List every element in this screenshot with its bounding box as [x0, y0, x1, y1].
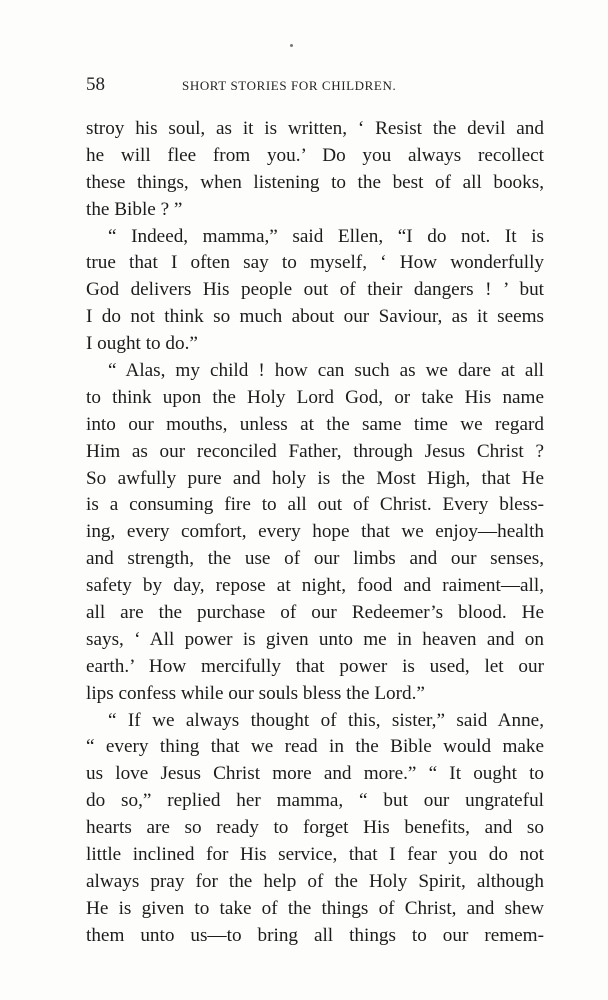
text-line: “ If we always thought of this, sister,” said Anne, — [108, 709, 544, 731]
page-number: 58 — [86, 74, 105, 95]
text-line: lips confess while our souls bless the Lord.” — [86, 682, 425, 704]
text-line: us love Jesus Christ more and more.” “ It ought to — [86, 763, 544, 785]
text-line: the Bible ? ” — [86, 198, 183, 220]
text-line: earth.’ How mercifully that power is used, let our — [86, 655, 544, 677]
text-line: ing, every comfort, every hope that we enjoy—health — [86, 521, 544, 543]
text-line: them unto us—to bring all things to our remem- — [86, 924, 544, 946]
page-header — [86, 74, 542, 98]
text-line: Him as our reconciled Father, through Jesus Christ ? — [86, 440, 544, 462]
text-line: is a consuming fire to all out of Christ. Every bless- — [86, 494, 544, 516]
text-line: all are the purchase of our Redeemer’s blood. He — [86, 602, 544, 624]
text-line: hearts are so ready to forget His benefits, and so — [86, 817, 544, 839]
text-line: I ought to do.” — [86, 333, 198, 355]
text-line: he will flee from you.’ Do you always recollect — [86, 144, 544, 166]
text-line: “ every thing that we read in the Bible would make — [86, 736, 544, 758]
text-line: safety by day, repose at night, food and raiment—all, — [86, 575, 544, 597]
text-line: to think upon the Holy Lord God, or take His name — [86, 386, 544, 408]
text-line: into our mouths, unless at the same time we regard — [86, 413, 544, 435]
text-line: true that I often say to myself, ‘ How wonderfully — [86, 252, 544, 274]
text-line: stroy his soul, as it is written, ‘ Resist the devil and — [86, 118, 544, 139]
text-line: and strength, the use of our limbs and our senses, — [86, 548, 544, 570]
body-text — [86, 116, 544, 950]
text-line: do so,” replied her mamma, “ but our ungrateful — [86, 790, 544, 812]
text-line: says, ‘ All power is given unto me in heaven and on — [86, 628, 544, 650]
text-line: little inclined for His service, that I fear you do not — [86, 844, 544, 866]
text-line: always pray for the help of the Holy Spirit, although — [86, 870, 544, 892]
text-line: He is given to take of the things of Christ, and shew — [86, 897, 544, 919]
text-line: God delivers His people out of their dangers ! ’ but — [86, 279, 544, 301]
text-line: “ Indeed, mamma,” said Ellen, “I do not. It is — [108, 225, 544, 247]
text-line: So awfully pure and holy is the Most High, that He — [86, 467, 544, 489]
ink-speck — [290, 44, 293, 47]
text-line: these things, when listening to the best of all books, — [86, 171, 544, 193]
text-line: “ Alas, my child ! how can such as we dare at all — [108, 360, 544, 382]
text-line: I do not think so much about our Saviour, as it seems — [86, 306, 544, 328]
running-head: SHORT STORIES FOR CHILDREN. — [182, 78, 397, 93]
